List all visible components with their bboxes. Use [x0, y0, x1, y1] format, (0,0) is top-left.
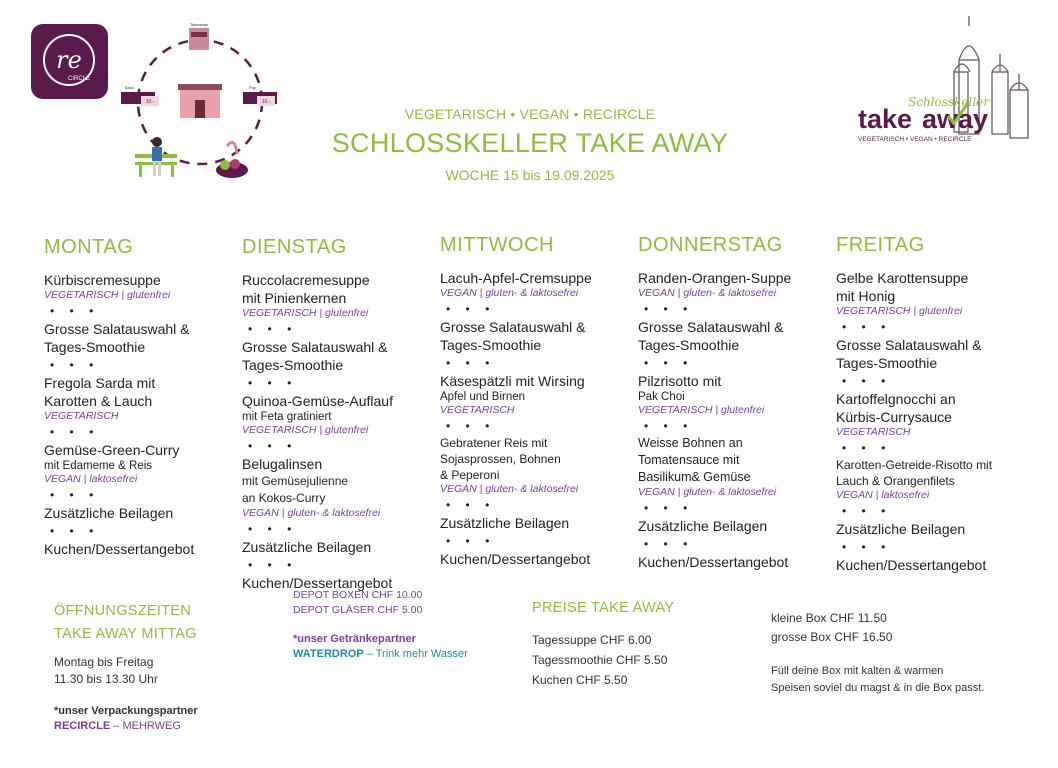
separator-dots: • • • — [50, 425, 100, 439]
menu-item: Grosse Salatauswahl & Tages-Smoothie — [638, 319, 784, 353]
menu-item: Randen-Orangen-Suppe — [638, 270, 792, 286]
price-small-box: kleine Box CHF 11.50 — [771, 611, 887, 625]
day-title: DONNERSTAG — [638, 234, 783, 256]
price-smoothie: Tagessmoothie CHF 5.50 — [532, 653, 668, 667]
menu-item: Belugalinsen — [242, 456, 323, 472]
separator-dots: • • • — [446, 356, 496, 370]
menu-item: Kartoffelgnocchi an Kürbis-Currysauce — [836, 391, 956, 425]
dietary-note: VEGAN | gluten- & laktosefrei — [440, 287, 579, 299]
recircle-cycle-illustration — [115, 20, 285, 190]
drink-partner-name: WATERDROP — [293, 648, 364, 660]
takeaway-logo-sub: VEGETARISCH • VEGAN • RECIRCLE — [858, 136, 972, 143]
day-title: MITTWOCH — [440, 234, 554, 256]
takeaway-logo-word-away: away — [922, 104, 989, 134]
menu-item-detail: mit Feta gratiniert — [242, 411, 332, 423]
opening-time: 11.30 bis 13.30 Uhr — [54, 672, 158, 686]
separator-dots: • • • — [644, 419, 694, 433]
menu-item-detail: mit Edameme & Reis — [44, 460, 153, 472]
separator-dots: • • • — [50, 488, 100, 502]
takeaway-logo-word-take: take — [858, 104, 913, 134]
box-note-line-2: Speisen soviel du magst & in die Box passt. — [771, 682, 985, 694]
dietary-note: VEGAN | laktosefrei — [836, 489, 930, 501]
menu-item: Karotten-Getreide-Risotto mit Lauch & Orangenfilets — [836, 458, 993, 488]
menu-header — [300, 106, 760, 183]
cycle-label-right: Pay — [249, 85, 256, 90]
menu-item: Kürbiscremesuppe — [44, 272, 161, 288]
price-large-box: grosse Box CHF 16.50 — [771, 630, 893, 644]
menu-item-detail: Apfel und Birnen — [440, 391, 526, 403]
day-title: DIENSTAG — [242, 236, 347, 258]
menu-item: Grosse Salatauswahl & Tages-Smoothie — [440, 319, 586, 353]
cycle-label-top: Takeaway — [190, 22, 208, 27]
dietary-note: VEGETARISCH | glutenfrei — [836, 305, 963, 317]
menu-item: Quinoa-Gemüse-Auflauf — [242, 393, 393, 409]
separator-dots: • • • — [842, 441, 892, 455]
separator-dots: • • • — [248, 522, 298, 536]
separator-dots: • • • — [446, 534, 496, 548]
dietary-note: VEGETARISCH | glutenfrei — [44, 289, 171, 301]
menu-item: Fregola Sarda mit Karotten & Lauch — [44, 375, 156, 409]
takeaway-logo-script: Schlosskeller — [908, 95, 989, 109]
menu-item: Weisse Bohnen an Tomatensauce mit Basilikum& Gemüse — [638, 436, 751, 484]
depot-section — [293, 588, 468, 662]
cycle-price-right: 10.- — [261, 99, 271, 105]
packaging-partner — [54, 719, 198, 734]
dietary-note: VEGETARISCH | glutenfrei — [242, 424, 369, 436]
menu-item: Zusätzliche Beilagen — [638, 518, 768, 534]
separator-dots: • • • — [248, 376, 298, 390]
packaging-partner-tag: – MEHRWEG — [110, 720, 181, 732]
separator-dots: • • • — [248, 558, 298, 572]
header-tagline: VEGETARISCH • VEGAN • RECIRCLE — [404, 106, 656, 122]
menu-item: Zusätzliche Beilagen — [440, 515, 570, 531]
separator-dots: • • • — [446, 498, 496, 512]
menu-item: Kuchen/Dessertangebot — [242, 575, 393, 591]
price-cake: Kuchen CHF 5.50 — [532, 673, 628, 687]
packaging-partner-label: *unser Verpackungspartner — [54, 705, 198, 717]
box-prices-section — [771, 609, 984, 697]
separator-dots: • • • — [842, 504, 892, 518]
menu-item-detail: Pak Choi — [638, 391, 685, 403]
prices-title: PREISE TAKE AWAY — [532, 600, 675, 616]
menu-item: Zusätzliche Beilagen — [242, 539, 372, 555]
menu-item: Grosse Salatauswahl & Tages-Smoothie — [242, 339, 388, 373]
dietary-note: VEGAN | laktosefrei — [44, 473, 138, 485]
separator-dots: • • • — [644, 537, 694, 551]
menu-item-detail: mit Gemüsejulienne an Kokos-Curry — [242, 474, 349, 505]
day-column-mittwoch — [440, 234, 630, 568]
opening-days: Montag bis Freitag — [54, 655, 154, 669]
separator-dots: • • • — [644, 302, 694, 316]
page-title: SCHLOSSKELLER TAKE AWAY — [331, 128, 729, 158]
prices-section — [532, 600, 674, 690]
separator-dots: • • • — [842, 540, 892, 554]
menu-item: Gebratener Reis mit Sojasprossen, Bohnen & Peperoni — [440, 436, 561, 482]
separator-dots: • • • — [644, 356, 694, 370]
dietary-note: VEGAN | gluten- & laktosefrei — [638, 486, 777, 498]
menu-item: Kuchen/Dessertangebot — [836, 557, 987, 573]
dietary-note: VEGETARISCH | glutenfrei — [242, 307, 369, 319]
menu-item: Grosse Salatauswahl & Tages-Smoothie — [44, 321, 190, 355]
separator-dots: • • • — [50, 358, 100, 372]
dietary-note: VEGAN | gluten- & laktosefrei — [440, 483, 579, 495]
menu-item: Zusätzliche Beilagen — [44, 505, 174, 521]
menu-item: Kuchen/Dessertangebot — [638, 554, 789, 570]
menu-item: Kuchen/Dessertangebot — [44, 541, 195, 557]
recircle-word: CIRCLE — [67, 76, 91, 82]
menu-item: Gelbe Karottensuppe mit Honig — [836, 270, 969, 304]
day-column-donnerstag — [638, 234, 828, 571]
recircle-mark: re — [56, 46, 82, 74]
day-column-freitag — [836, 234, 1026, 574]
cycle-label-left: Back — [125, 85, 134, 90]
week-range: WOCHE 15 bis 19.09.2025 — [445, 167, 615, 183]
depot-boxes: DEPOT BOXEN CHF 10.00 — [293, 589, 423, 601]
dietary-note: VEGETARISCH — [836, 426, 911, 438]
cycle-price-left: 10.- — [145, 99, 155, 105]
separator-dots: • • • — [842, 374, 892, 388]
dietary-note: VEGAN | gluten- & laktosefrei — [242, 507, 381, 519]
drink-partner-tag: – Trink mehr Wasser — [363, 648, 468, 660]
recircle-logo — [31, 24, 108, 99]
dietary-note: VEGETARISCH | glutenfrei — [638, 404, 765, 416]
separator-dots: • • • — [50, 524, 100, 538]
day-column-dienstag — [242, 236, 432, 592]
price-soup: Tagessuppe CHF 6.00 — [532, 633, 652, 647]
dietary-note: VEGETARISCH — [44, 410, 119, 422]
drink-partner-label: *unser Getränkepartner — [293, 633, 416, 645]
separator-dots: • • • — [248, 322, 298, 336]
separator-dots: • • • — [446, 302, 496, 316]
day-title: MONTAG — [44, 236, 134, 258]
separator-dots: • • • — [50, 304, 100, 318]
menu-item: Gemüse-Green-Curry — [44, 442, 180, 458]
menu-item: Pilzrisotto mit — [638, 373, 722, 389]
packaging-partner-name: RECIRCLE — [54, 720, 111, 732]
day-title: FREITAG — [836, 234, 925, 256]
menu-item: Grosse Salatauswahl & Tages-Smoothie — [836, 337, 982, 371]
shop-icon — [189, 28, 209, 50]
menu-item: Ruccolacremesuppe mit Pinienkernen — [242, 272, 370, 306]
takeaway-logo — [852, 14, 1032, 149]
box-note-line-1: Füll deine Box mit kalten & warmen — [771, 665, 944, 677]
menu-item: Lacuh-Apfel-Cremsuppe — [440, 270, 592, 286]
depot-glasses: DEPOT GLÄSER CHF 5.00 — [293, 604, 423, 616]
dietary-note: VEGETARISCH — [440, 404, 515, 416]
separator-dots: • • • — [644, 501, 694, 515]
opening-hours-section — [54, 600, 198, 734]
opening-hours-title: ÖFFNUNGSZEITEN — [54, 603, 192, 619]
person-bench-icon — [135, 137, 177, 177]
separator-dots: • • • — [248, 439, 298, 453]
dietary-note: VEGAN | gluten- & laktosefrei — [638, 287, 777, 299]
separator-dots: • • • — [842, 320, 892, 334]
menu-item: Kuchen/Dessertangebot — [440, 551, 591, 567]
menu-item: Käsespätzli mit Wirsing — [440, 373, 585, 389]
menu-item: Zusätzliche Beilagen — [836, 521, 966, 537]
opening-hours-subtitle: TAKE AWAY MITTAG — [54, 626, 197, 642]
drink-partner — [293, 647, 468, 662]
separator-dots: • • • — [446, 419, 496, 433]
day-column-montag — [44, 236, 234, 558]
